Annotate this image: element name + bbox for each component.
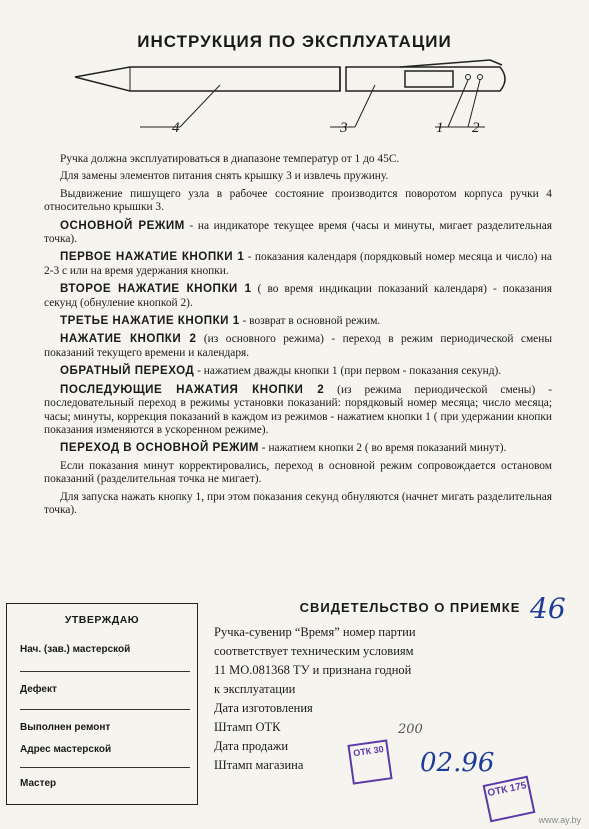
certificate-line: Дата изготовления: [214, 701, 313, 715]
certificate-lines: [210, 624, 580, 773]
paragraph-text: ( во время индикации показаний календаря) - показания секунд (обнуление кнопкой 2).: [44, 283, 553, 309]
instruction-paragraph: [44, 188, 552, 215]
certificate-line: 11 МО.081368 ТУ и признана годной: [214, 663, 412, 677]
instruction-paragraph: [44, 332, 552, 360]
paragraph-text: - возврат в основной режим.: [239, 315, 381, 328]
certificate-title: СВИДЕТЕЛЬСТВО О ПРИЕМКЕ: [299, 600, 521, 615]
instruction-paragraph: [44, 460, 552, 487]
approve-row-defect: Дефект: [20, 684, 57, 695]
pen-label-1: 1: [436, 120, 444, 136]
instruction-paragraph: [44, 491, 552, 518]
certificate-line: Дата продажи: [214, 739, 289, 753]
pen-label-3: 3: [340, 120, 348, 136]
certificate-line: соответствует техническим условиям: [214, 644, 414, 658]
instruction-paragraph: [44, 383, 552, 438]
approve-row-master: Мастер: [20, 778, 57, 789]
pen-label-4: 4: [172, 120, 180, 136]
instruction-paragraph: [44, 282, 552, 310]
approve-row-repair: Выполнен ремонт: [20, 722, 111, 733]
otk-stamp-1: ОТК 30: [347, 739, 392, 784]
paragraph-text: Выдвижение пишущего узла в рабочее состояние производится поворотом корпуса ручки 4 относительно крышки 3.: [44, 187, 552, 214]
paragraph-text: - на индикаторе текущее время (часы и минуты, мигает разделительная точка).: [44, 219, 552, 246]
paragraph-heading: ПЕРЕХОД В ОСНОВНОЙ РЕЖИМ: [60, 441, 259, 455]
handwritten-date: 02.96: [420, 748, 495, 778]
paragraph-text: Для запуска нажать кнопку 1, при этом показания секунд обнуляются (начнет мигать разделительная точка).: [44, 490, 552, 516]
page-title: ИНСТРУКЦИЯ ПО ЭКСПЛУАТАЦИИ: [137, 32, 452, 51]
paragraph-heading: ОСНОВНОЙ РЕЖИМ: [60, 218, 185, 232]
approve-row-address: Адрес мастерской: [20, 744, 112, 755]
approve-line: [20, 708, 190, 710]
paragraph-heading: НАЖАТИЕ КНОПКИ 2: [60, 332, 197, 346]
instruction-paragraph: [44, 170, 552, 183]
paragraph-text: Для замены элементов питания снять крышку 3 и извлечь пружину.: [60, 170, 389, 183]
certificate-line: к эксплуатации: [214, 682, 296, 696]
paragraph-heading: ВТОРОЕ НАЖАТИЕ КНОПКИ 1: [60, 282, 252, 296]
paragraph-heading: ПОСЛЕДУЮЩИЕ НАЖАТИЯ КНОПКИ 2: [60, 382, 325, 396]
instruction-paragraph: [44, 314, 552, 328]
instruction-paragraph: [44, 441, 552, 455]
paragraph-text: (из основного режима) - переход в режим периодической смены показаний текущего времени и календаря.: [44, 333, 552, 359]
paragraph-text: Если показания минут корректировались, переход в основной режим сопровождается остановом показаний (разделительная точка не мигает).: [44, 459, 552, 486]
paragraph-heading: ТРЕТЬЕ НАЖАТИЕ КНОПКИ 1: [60, 314, 240, 328]
instruction-paragraph: [44, 219, 552, 247]
approve-box: [6, 603, 198, 805]
paragraph-text: Ручка должна эксплуатироваться в диапазоне температур от 1 до 45С.: [60, 153, 400, 165]
certificate-line: Штамп ОТК: [214, 720, 281, 734]
instruction-paragraph: [44, 364, 552, 378]
paragraph-text: (из режима периодической смены) - последовательный переход в режимы установки показаний: порядковый номер месяца; число месяца; часы; минуты, коррекция показаний в каждом из режимов - нажатием кнопки 1 ( при удержании кнопки показания изменяются в ускоренном режиме).: [44, 383, 552, 436]
approve-line: [20, 766, 190, 768]
instruction-paragraph: [44, 153, 552, 166]
approve-line: [20, 670, 190, 672]
approve-title: УТВЕРЖДАЮ: [64, 614, 140, 626]
pen-diagram: [70, 55, 530, 145]
paragraph-heading: ПЕРВОЕ НАЖАТИЕ КНОПКИ 1: [60, 250, 245, 264]
otk-stamp-2: ОТК 175: [483, 776, 536, 823]
approve-row-head: Нач. (зав.) мастерской: [20, 644, 131, 655]
paragraph-text: - нажатием кнопки 2 ( во время показаний минут).: [258, 442, 507, 455]
instruction-paragraph: [44, 250, 552, 278]
certificate-line: Ручка-сувенир “Время” номер партии: [214, 625, 416, 639]
instruction-body: [44, 153, 552, 521]
paragraph-text: - нажатием дважды кнопки 1 (при первом - показания секунд).: [194, 365, 502, 378]
watermark: www.ay.by: [538, 815, 581, 825]
handwritten-batch: 46: [530, 592, 566, 625]
certificate-block: [210, 600, 580, 773]
printed-year: 200: [398, 722, 423, 737]
pen-label-2: 2: [472, 120, 480, 136]
paragraph-text: - показания календаря (порядковый номер месяца и число) на 2-3 с или на время удержания кнопки.: [44, 251, 552, 277]
certificate-line: Штамп магазина: [214, 758, 304, 772]
paragraph-heading: ОБРАТНЫЙ ПЕРЕХОД: [60, 364, 195, 378]
